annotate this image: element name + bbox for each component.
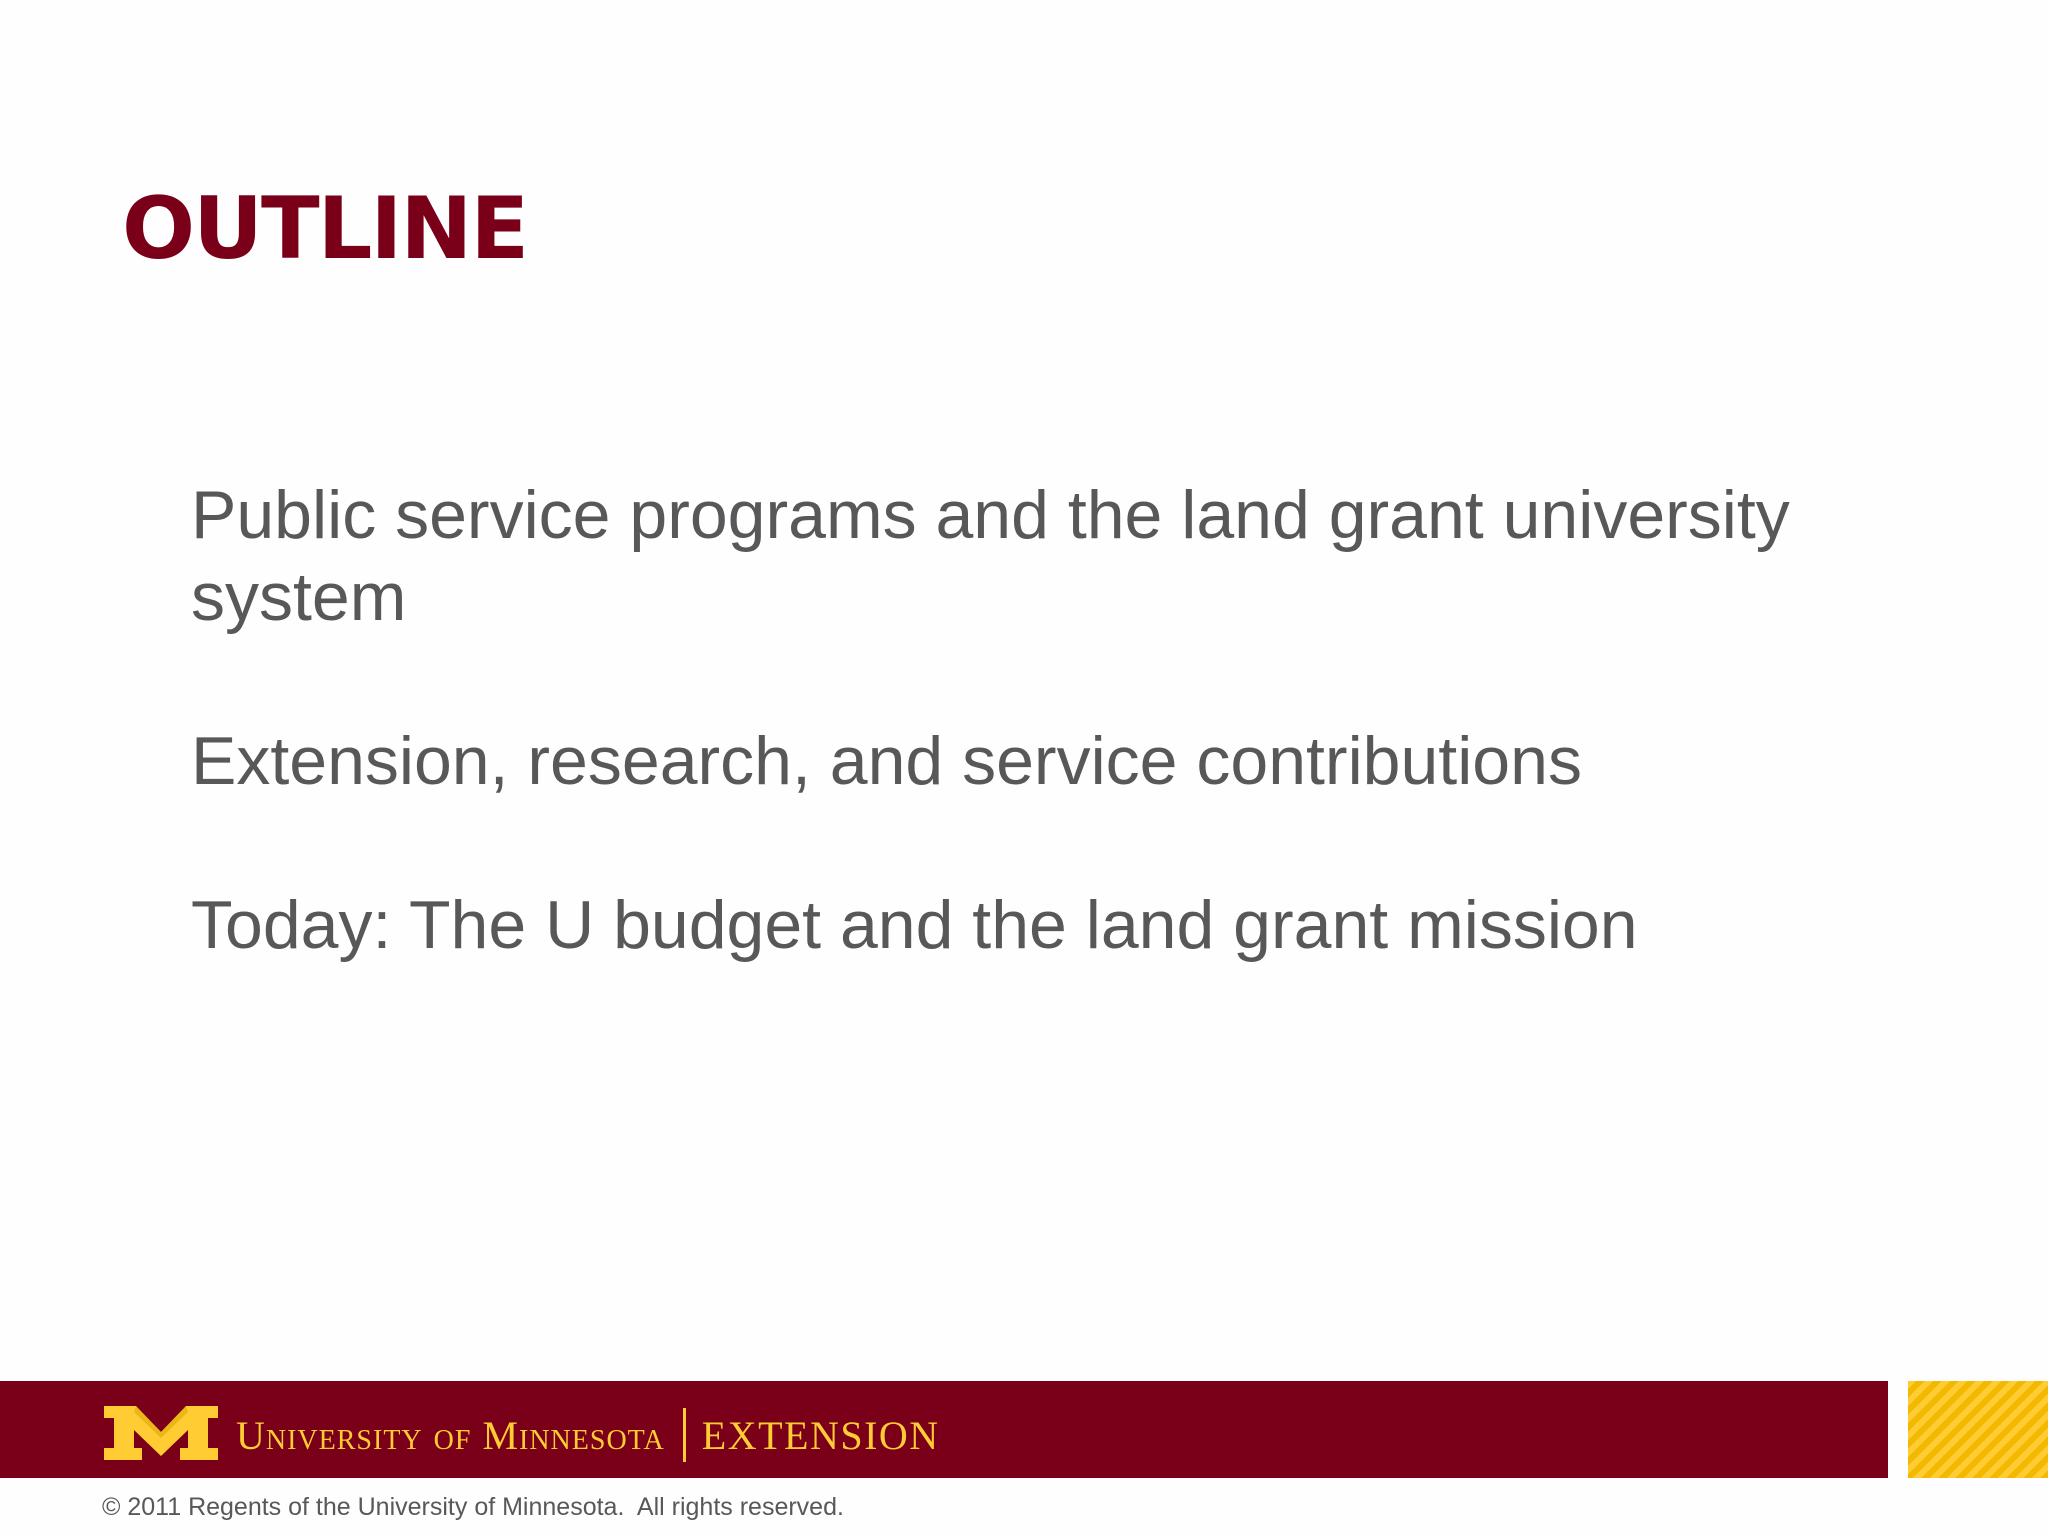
slide-title: OUTLINE <box>122 179 528 279</box>
copyright-notice: © 2011 Regents of the University of Minnesota. All rights reserved. <box>102 1493 844 1521</box>
wordmark-divider <box>683 1408 686 1462</box>
outline-item: Public service programs and the land grant university system <box>191 477 1790 635</box>
outline-list <box>191 474 1891 1048</box>
wordmark-university: University of Minnesota <box>236 1412 665 1458</box>
block-m-logo-icon <box>102 1398 220 1464</box>
outline-item: Today: The U budget and the land grant mission <box>191 887 1638 963</box>
footer-stripe-accent <box>1908 1381 2048 1478</box>
university-wordmark <box>236 1405 940 1465</box>
outline-item: Extension, research, and service contributions <box>191 723 1582 799</box>
wordmark-extension: EXTENSION <box>701 1412 940 1458</box>
